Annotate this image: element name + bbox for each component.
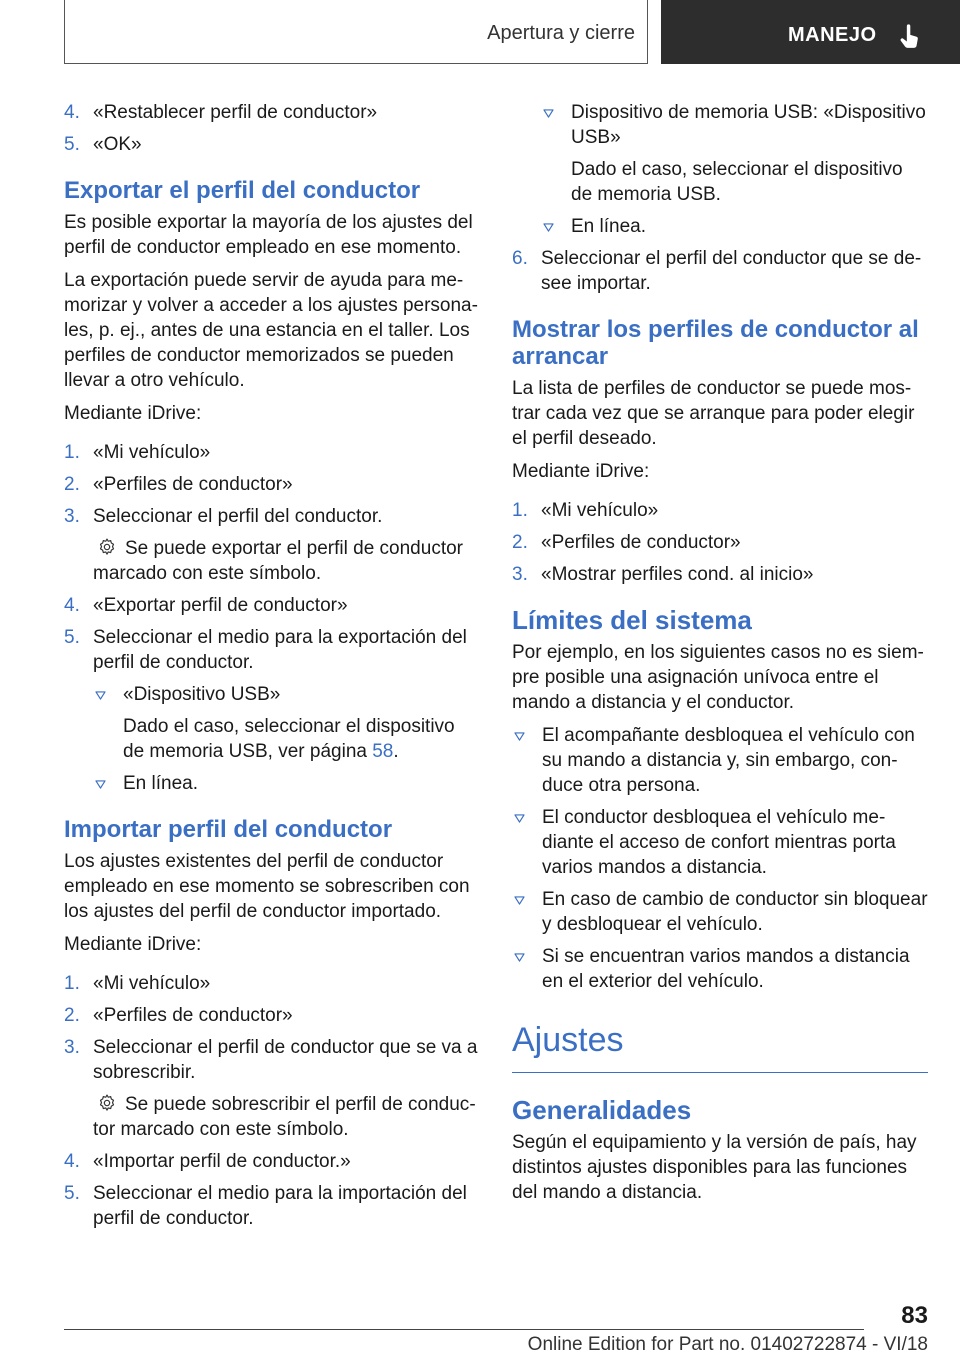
step-number: 4. [64, 1151, 80, 1172]
list-item [64, 132, 480, 157]
list-item [64, 100, 480, 125]
bullet-note-text: Dado el caso, seleccionar el dispositivo de memoria USB, ver página [123, 716, 455, 762]
import-medium-list [512, 100, 928, 239]
triangle-bullet-icon [514, 896, 525, 905]
list-item [512, 246, 928, 296]
steps-top-list [64, 100, 480, 157]
step-text: «Perfiles de conductor» [93, 1005, 293, 1026]
list-item [512, 498, 928, 523]
pointing-hand-icon [896, 24, 922, 50]
step-number: 5. [64, 627, 80, 648]
step-number: 3. [64, 1037, 80, 1058]
show-profiles-heading: Mostrar los perfiles de conductor al arrancar [512, 316, 919, 370]
list-item [93, 771, 480, 796]
step-note-text: Se puede exportar el perfil de conductor marcado con este símbolo. [93, 538, 463, 584]
step-number: 2. [64, 1005, 80, 1026]
step-text: «Mi vehículo» [93, 442, 211, 463]
list-item [512, 887, 928, 937]
step-text: «Importar perfil de conductor.» [93, 1151, 351, 1172]
step-text: «Restablecer perfil de conductor» [93, 102, 378, 123]
triangle-bullet-icon [543, 109, 554, 118]
gear-icon [97, 1093, 117, 1113]
step-number: 4. [64, 102, 80, 123]
header-chapter-label: MANEJO [788, 24, 877, 46]
step-note [93, 1092, 480, 1142]
list-item [541, 214, 928, 239]
bullet-text: El acompañante desbloquea el vehículo con su mando a distancia y, sin embargo, conduce otra persona. [542, 725, 915, 796]
export-medium-list [93, 682, 480, 796]
step-text: «Mostrar perfiles cond. al inicio» [541, 564, 814, 585]
export-paragraph-1: Es posible exportar la mayoría de los ajustes del perfil de conductor empleado en ese momento. [64, 212, 473, 258]
general-paragraph: Según el equipamiento y la versión de país, hay distintos ajustes disponibles para las funciones del mando a distancia. [512, 1132, 917, 1203]
list-item [64, 472, 480, 497]
step-number: 3. [64, 506, 80, 527]
bullet-text: En caso de cambio de conductor sin bloquear y desbloquear el vehículo. [542, 889, 928, 935]
step-text: «Mi vehículo» [541, 500, 659, 521]
triangle-bullet-icon [514, 953, 525, 962]
triangle-bullet-icon [543, 223, 554, 232]
right-column [512, 100, 928, 1213]
list-item [64, 1181, 480, 1231]
step-number: 1. [512, 500, 528, 521]
import-steps-list [64, 971, 480, 1231]
header-chapter-tab [661, 0, 960, 64]
export-paragraph-2: La exportación puede servir de ayuda para memorizar y volver a acceder a los ajustes personales, p. ej., antes de una estancia en el taller. Los perfiles de conductor memorizados se pueden llevar a otro vehículo. [64, 270, 478, 391]
triangle-bullet-icon [95, 691, 106, 700]
step-text: Seleccionar el medio para la exportación del perfil de conductor. [93, 627, 467, 673]
list-item [64, 440, 480, 465]
step-text: Seleccionar el perfil de conductor que se va a sobrescribir. [93, 1037, 478, 1083]
bullet-text: «Dispositivo USB» [123, 684, 281, 705]
step-number: 5. [64, 134, 80, 155]
step-number: 2. [64, 474, 80, 495]
step-number: 3. [512, 564, 528, 585]
import-paragraph-1: Los ajustes existentes del perfil de conductor empleado en ese momento se sobrescriben con los ajustes del perfil de conductor importado. [64, 851, 470, 922]
page-header [0, 0, 960, 66]
triangle-bullet-icon [514, 732, 525, 741]
list-item [64, 593, 480, 618]
list-item [512, 562, 928, 587]
list-item [64, 625, 480, 796]
show-profiles-steps [512, 498, 928, 587]
footer-divider [64, 1329, 864, 1330]
bullet-note: Dado el caso, seleccionar el dispositivo de memoria USB. [571, 159, 903, 205]
step-text: Seleccionar el perfil del conductor. [93, 506, 383, 527]
import-via: Mediante iDrive: [64, 934, 202, 955]
step-text: «OK» [93, 134, 142, 155]
step-text: «Mi vehículo» [93, 973, 211, 994]
step-number: 1. [64, 442, 80, 463]
step-note [93, 536, 480, 586]
page-link[interactable]: 58 [372, 741, 394, 762]
bullet-text: Si se encuentran varios mandos a distancia en el exterior del vehículo. [542, 946, 910, 992]
limits-heading: Límites del sistema [512, 605, 752, 635]
step-number: 4. [64, 595, 80, 616]
gear-icon [97, 537, 117, 557]
limits-list [512, 723, 928, 994]
step-number: 6. [512, 248, 528, 269]
bullet-text: En línea. [571, 216, 646, 237]
header-section-title: Apertura y cierre [487, 22, 635, 44]
step-note-text: Se puede sobrescribir el perfil de conductor marcado con este símbolo. [93, 1094, 476, 1140]
export-via: Mediante iDrive: [64, 403, 202, 424]
list-item [64, 1149, 480, 1174]
list-item [512, 944, 928, 994]
export-heading: Exportar el perfil del conductor [64, 177, 421, 204]
list-item [93, 682, 480, 764]
step-number: 2. [512, 532, 528, 553]
list-item [64, 1003, 480, 1028]
list-item [512, 723, 928, 798]
step-text: Seleccionar el perfil del conductor que se desee importar. [541, 248, 922, 294]
step-number: 1. [64, 973, 80, 994]
general-subheading: Generalidades [512, 1095, 692, 1125]
list-item [541, 100, 928, 207]
left-column [64, 100, 480, 1238]
step-number: 5. [64, 1183, 80, 1204]
limits-paragraph: Por ejemplo, en los siguientes casos no es siempre posible una asignación unívoca entre el mando a distancia y el conductor. [512, 642, 924, 713]
list-item [64, 971, 480, 996]
step-text: Seleccionar el medio para la importación del perfil de conductor. [93, 1183, 467, 1229]
footer-edition: Online Edition for Part no. 01402722874 - VI/18 [527, 1334, 928, 1355]
import-steps-continued [512, 246, 928, 296]
list-item [512, 530, 928, 555]
page-number: 83 [901, 1302, 928, 1329]
step-text: «Perfiles de conductor» [93, 474, 293, 495]
list-item [64, 504, 480, 586]
import-heading: Importar perfil del conductor [64, 816, 393, 843]
triangle-bullet-icon [514, 814, 525, 823]
settings-heading: Ajustes [512, 1020, 928, 1073]
bullet-note-end: . [393, 741, 399, 762]
list-item [64, 1035, 480, 1142]
bullet-note [123, 714, 480, 764]
step-text: «Perfiles de conductor» [541, 532, 741, 553]
show-profiles-via: Mediante iDrive: [512, 461, 650, 482]
list-item [512, 805, 928, 880]
export-steps-list [64, 440, 480, 796]
step-text: «Exportar perfil de conductor» [93, 595, 348, 616]
bullet-text: El conductor desbloquea el vehículo mediante el acceso de confort mientras porta varios mandos a distancia. [542, 807, 896, 878]
show-profiles-paragraph: La lista de perfiles de conductor se puede mostrar cada vez que se arranque para poder elegir el perfil deseado. [512, 378, 915, 449]
triangle-bullet-icon [95, 780, 106, 789]
bullet-text: En línea. [123, 773, 198, 794]
bullet-text: Dispositivo de memoria USB: «Dispositivo USB» [571, 102, 926, 148]
